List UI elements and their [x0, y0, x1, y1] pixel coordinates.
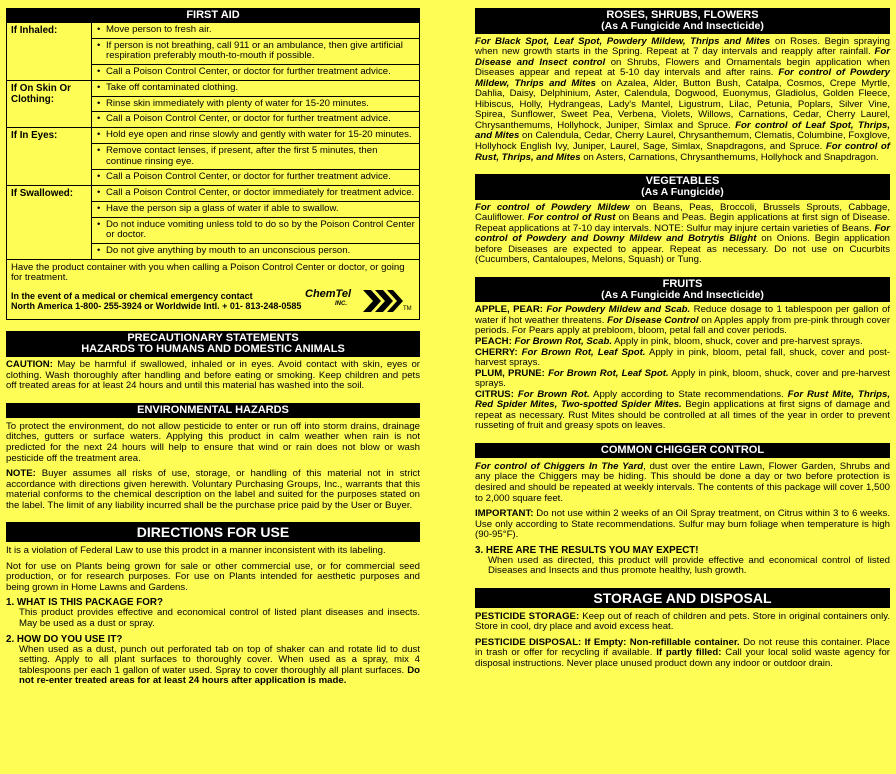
fruits-title: FRUITS — [662, 277, 703, 290]
first-aid-header — [6, 8, 420, 23]
caution-label: CAUTION: — [6, 359, 53, 371]
left-column — [6, 8, 420, 687]
vegetables-subtitle: (As A Fungicide) — [641, 186, 724, 199]
chigger-text: For control of Chiggers In The Yard, dust over the entire Lawn, Flower Garden, Shrubs and any place the Chiggers may be hiding. This should be done a day or two before protection is desired and should be repeated at weekly intervals. The contents of this package will cover 1,500 to 2,000 square feet. — [475, 460, 890, 504]
precautionary-title: PRECAUTIONARY STATEMENTS — [127, 332, 299, 345]
directions-p2: Not for use on Plants being grown for sale or other commercial use, or for commercial seed production, or for research purposes. For use on Plants intended for aesthetic purposes and being grown in Home Lawns and Gardens. — [6, 560, 420, 593]
environmental-header — [6, 403, 420, 418]
chigger-section — [475, 443, 890, 577]
vegetables-section — [475, 174, 890, 266]
note-label: NOTE: — [6, 468, 36, 480]
answer-1: This product provides effective and economical control of listed plant diseases and insects. May be used as a dust or spray. — [19, 607, 420, 629]
first-aid-item: • Call a Poison Control Center, or doctor immediately for treatment advice. — [92, 186, 419, 202]
first-aid-item: • Call a Poison Control Center, or doctor for further treatment advice. — [92, 112, 419, 127]
first-aid-item: • Do not give anything by mouth to an unconscious person. — [92, 244, 419, 259]
fruit-peach: PEACH: For Brown Rot, Scab. Apply in pink, bloom, shuck, cover and pre-harvest sprays. — [475, 335, 863, 347]
first-aid-label: If Swallowed: — [7, 186, 92, 259]
question-3: 3. HERE ARE THE RESULTS YOU MAY EXPECT! — [475, 544, 699, 556]
environmental-section — [6, 403, 420, 511]
directions-section — [6, 522, 420, 686]
emergency-line-2: North America 1-800- 255-3924 or Worldwide Intl. + 01- 813-248-0585 — [11, 301, 302, 312]
chigger-header — [475, 443, 890, 458]
first-aid-title: FIRST AID — [186, 9, 240, 21]
question-1: 1. WHAT IS THIS PACKAGE FOR? — [6, 597, 163, 609]
first-aid-row-swallowed — [7, 186, 419, 260]
first-aid-row-eyes — [7, 128, 419, 186]
logo-name: ChemTel — [305, 288, 352, 301]
environmental-title: ENVIRONMENTAL HAZARDS — [137, 403, 289, 416]
first-aid-footer — [7, 260, 419, 319]
vegetables-title: VEGETABLES — [645, 175, 720, 188]
answer-3: When used as directed, this product will provide effective and economical control of listed Diseases and Insects and thus promote healthy, lush growth. — [488, 554, 890, 577]
first-aid-item: • Hold eye open and rinse slowly and gently with water for 15-20 minutes. — [92, 128, 419, 144]
first-aid-item: • Rinse skin immediately with plenty of water for 15-20 minutes. — [92, 97, 419, 113]
roses-header — [475, 8, 890, 34]
emergency-contact — [11, 286, 415, 316]
first-aid-label: If On Skin Or Clothing: — [7, 81, 92, 127]
first-aid-footer-text: Have the product container with you when calling a Poison Control Center or doctor, or going for treatment. — [11, 261, 405, 284]
emergency-line-1: In the event of a medical or chemical emergency contact — [11, 290, 253, 301]
logo-inc: INC. — [335, 301, 347, 308]
note-text: Buyer assumes all risks of use, storage, or handling of this material not in strict accordance with directions given herewith. Voluntary Purchasing Groups, Inc., warrants that this material conforms to the chemical description on the label and suited for the purposes stated on the label. The limit of any liability incurred shall be the purchase price paid by the User or Buyer. — [6, 468, 420, 511]
vegetables-text: For control of Powdery Mildew on Beans, Peas, Broccoli, Brussels Sprouts, Cabbage, Cauliflower. For control of Rust on Beans and Peas. Begin applications at first sign of Disease. Repeat applications at 7-10 day intervals. NOTE: Sulfur may injure certain varieties of Beans. For control of Powdery and Downy Mildew and Botrytis Blight on Onions. Begin application before Diseases are expected to appear. Repeat as necessary. Do not use on Cucurbits (Cucumbers, Cantaloupes, Melons, Squash) or Tung. — [475, 201, 890, 266]
answer-2a: When used as a dust, punch out perforated tab on top of shaker can and rotate lid to dust setting. Apply to all plant surfaces to thoroughly cover. When used as a spray, mix 4 tablespoons per each 1 gallon of water used. Spray to cover thoroughly all plant surfaces. — [19, 643, 420, 676]
first-aid-table — [6, 23, 420, 320]
first-aid-item: • Remove contact lenses, if present, after the first 5 minutes, then continue rinsing eye. — [92, 144, 419, 170]
first-aid-item: • Move person to fresh air. — [92, 23, 419, 39]
fruit-citrus: CITRUS: For Brown Rot. Apply according to State recommendations. For Rust Mite, Thrips, Red Spider Mites, Two-spotted Spider Mites. Begin applications at first signs of damage and repeat as necessary. Rust Mites should be controlled at all times of the year in order to prevent russeting of fruit and greasy spots on leaves. — [475, 388, 890, 432]
first-aid-item: • Have the person sip a glass of water if able to swallow. — [92, 202, 419, 218]
precautionary-section — [6, 331, 420, 392]
roses-text: For Black Spot, Leaf Spot, Powdery Mildew, Thrips and Mites on Roses. Begin spraying when new growth starts in the Spring. Repeat at 7 day intervals and reapply after rainfall. For Disease and Insect control on Shrubs, Flowers and Ornamentals begin application when Diseases appear and repeat at 5-10 day intervals and after rains. For control of Powdery Mildew, Thrips and Mites on Azalea, Alder, Button Bush, Catalpa, Cosmos, Crepe Myrtle, Dahlia, Daisy, Delphinium, Aster, Calendula, Dogwood, Euonymus, Gladiolus, Golden Fleece, Hibiscus, Holly, Hydrangeas, Lady's Mantel, Ligustrum, Lilac, Petunia, Poplars, Silver Vine, Spirea, Sunflower, Sweet Pea, Verbena, Violets, Willows, Carnations, Cedar, Cherry Laurel, Chrysanthemums, Hollyhock, Juniper, Simlax and Spruce. For control of Leaf Spot, Thrips, and Mites on Calendula, Cedar, Cherry Laurel, Chrysanthemum, Clematis, Columbine, Foxglove, Hollyhock English Ivy, Juniper, Laurel, Sage, Simlax, Snapdragons, and Spruce. For control of Rust, Thrips, and Mites on Asters, Carnations, Chrysanthemums, Hollyhock and Snapdragon. — [475, 35, 891, 163]
fruit-apple: APPLE, PEAR: For Powdery Mildew and Scab. Reduce dosage to 1 tablespoon per gallon of water if hot weather threatens. For Disease Control on Apples apply from pre-pink through cover periods. For Pears apply at prebloom, bloom, petal fall and cover periods. — [475, 304, 891, 337]
roses-title: ROSES, SHRUBS, FLOWERS — [606, 9, 759, 21]
first-aid-item: • Do not induce vomiting unless told to do so by the Poison Control Center or doctor. — [92, 218, 419, 244]
directions-p1: It is a violation of Federal Law to use this prodct in a manner inconsistent with its labeling. — [6, 545, 386, 557]
chevron-arrows-icon — [363, 286, 403, 316]
chigger-title: COMMON CHIGGER CONTROL — [600, 443, 765, 456]
first-aid-item: • Take off contaminated clothing. — [92, 81, 419, 97]
directions-header — [6, 522, 420, 542]
storage-section — [475, 588, 890, 670]
storage-header — [475, 588, 890, 608]
fruits-section — [475, 277, 890, 432]
first-aid-label: If In Eyes: — [7, 128, 92, 185]
first-aid-item: • Call a Poison Control Center, or doctor for further treatment advice. — [92, 65, 419, 80]
directions-title: DIRECTIONS FOR USE — [136, 524, 290, 541]
first-aid-item: • Call a Poison Control Center, or doctor for further treatment advice. — [92, 170, 419, 185]
fruit-plum: PLUM, PRUNE: For Brown Rot, Leaf Spot. Apply in pink, bloom, shuck, cover and pre-harvest sprays. — [475, 367, 890, 390]
environmental-text: To protect the environment, do not allow pesticide to enter or run off into storm drains, drainage ditches, gutters or surface waters. Applying this product in calm weather when rain is not predicted for the next 24 hours will help to ensure that wind or rain does not blow or wash pesticide off the treatment area. — [6, 420, 420, 464]
storage-text: PESTICIDE STORAGE: Keep out of reach of children and pets. Store in original containers only. Store in cool, dry place and avoid excess heat. — [475, 610, 890, 633]
roses-subtitle: (As A Fungicide And Insecticide) — [601, 20, 764, 32]
vegetables-header — [475, 174, 890, 200]
first-aid-item: • If person is not breathing, call 911 or an ambulance, then give artificial respiration preferably mouth-to-mouth if possible. — [92, 39, 419, 65]
question-2: 2. HOW DO YOU USE IT? — [6, 633, 123, 645]
important-text: IMPORTANT: Do not use within 2 weeks of an Oil Spray treatment, on Citrus within 3 to 6 weeks. Use only according to State recommendations. Sulfur may burn foliage when temperature is high (90-95°F). — [475, 508, 890, 541]
first-aid-label: If Inhaled: — [7, 23, 92, 80]
first-aid-row-skin — [7, 81, 419, 128]
fruit-cherry: CHERRY: For Brown Rot, Leaf Spot. Apply in pink, bloom, petal fall, shuck, cover and post-harvest sprays. — [475, 346, 890, 369]
storage-title: STORAGE AND DISPOSAL — [593, 589, 772, 606]
caution-text: May be harmful if swallowed, inhaled or in eyes. Avoid contact with skin, eyes or clothing. Wash thoroughly after handling and before eating or smoking. Keep children and pets off treated areas for at least 24 hours and until this material has washed into the soil. — [6, 359, 420, 392]
precautionary-subtitle: HAZARDS TO HUMANS AND DOMESTIC ANIMALS — [81, 343, 345, 356]
disposal-text: PESTICIDE DISPOSAL: If Empty: Non-refillable container. Do not reuse this container. Place in trash or offer for recycling if available. If partly filled: Call your local solid waste agency for disposal instructions. Never place unused product down any indoor or outdoor drain. — [475, 636, 891, 670]
chemtel-logo — [305, 286, 415, 316]
first-aid-row-inhaled — [7, 23, 419, 81]
precautionary-header — [6, 331, 420, 357]
right-column — [475, 8, 890, 670]
logo-tm: TM — [403, 306, 412, 313]
answer-2b: Do not re-enter treated areas for at least 24 hours after application is made. — [19, 664, 421, 687]
fruits-subtitle: (As A Fungicide And Insecticide) — [601, 288, 764, 301]
fruits-header — [475, 277, 890, 303]
